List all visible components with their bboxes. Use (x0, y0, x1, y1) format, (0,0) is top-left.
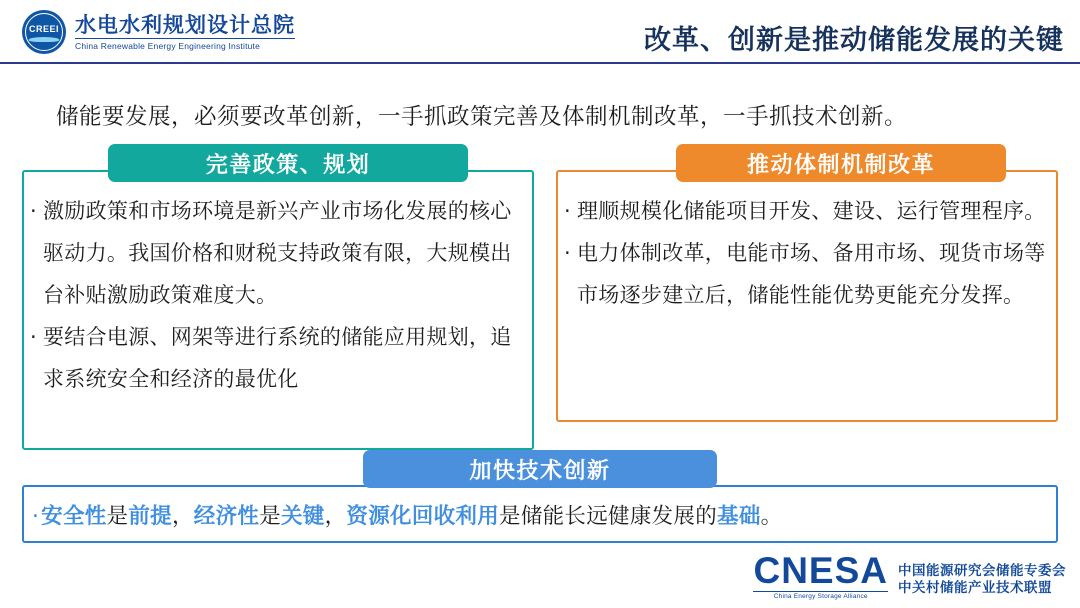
cnesa-logo-wordmark (753, 552, 888, 600)
cnesa-brand-cn-line2: 中关村储能产业技术联盟 (898, 580, 1052, 596)
bullet-dot-icon: · (30, 199, 37, 223)
panel-system-reform-bullets (564, 190, 1054, 316)
creei-logo-icon (22, 10, 66, 54)
list-item (30, 190, 530, 316)
list-item-text: 要结合电源、网架等进行系统的储能应用规划，追求系统安全和经济的最优化 (43, 325, 512, 391)
header-divider (0, 62, 1080, 64)
lead-sentence: 储能要发展，必须要改革创新，一手抓政策完善及体制机制改革，一手抓技术创新。 (56, 104, 908, 130)
panel-system-reform-heading: 推动体制机制改革 (676, 144, 1006, 182)
cnesa-brand-sub: China Energy Storage Alliance (753, 591, 888, 600)
plain-text: 是 (259, 504, 281, 529)
highlighted-term: 前提 (128, 504, 172, 529)
plain-text: 是 (106, 504, 129, 529)
highlighted-term: 基础 (717, 504, 761, 529)
panel-policy-planning-bullets (30, 190, 530, 400)
list-item (564, 232, 1054, 316)
page-title: 改革、创新是推动储能发展的关键 (644, 25, 1064, 56)
list-item-text: 电力体制改革，电能市场、备用市场、现货市场等市场逐步建立后，储能性能优势更能充分发挥。 (577, 241, 1046, 307)
logo-name-en: China Renewable Energy Engineering Institute (75, 38, 295, 52)
plain-text: 是储能长远健康发展的 (499, 504, 718, 529)
logo-wave-decoration (29, 37, 59, 42)
logo-mark-text: CREEI (28, 24, 59, 34)
logo-name-cn: 水电水利规划设计总院 (75, 12, 295, 37)
list-item (30, 316, 530, 400)
bullet-dot-icon: · (32, 504, 40, 529)
cnesa-logo (753, 552, 1066, 600)
logo-text-block (75, 13, 295, 52)
highlighted-term: 安全性 (41, 504, 107, 529)
bullet-dot-icon: · (564, 199, 571, 223)
list-item-text: 理顺规模化储能项目开发、建设、运行管理程序。 (577, 199, 1046, 223)
plain-text: 。 (760, 504, 783, 529)
panel-tech-innovation-text (32, 499, 1048, 530)
plain-text: ， (324, 504, 347, 529)
highlighted-term: 关键 (281, 504, 325, 529)
plain-text: ， (171, 504, 194, 529)
cnesa-brand-cn-line1: 中国能源研究会储能专委会 (898, 563, 1066, 579)
cnesa-brand-cn (898, 563, 1066, 597)
slide-header (0, 0, 1080, 62)
cnesa-brand-word: CNESA (753, 550, 888, 591)
panel-policy-planning-heading: 完善政策、规划 (108, 144, 468, 182)
highlighted-term: 资源化回收利用 (346, 504, 500, 529)
creei-logo (22, 10, 295, 54)
list-item (564, 190, 1054, 232)
list-item-text: 激励政策和市场环境是新兴产业市场化发展的核心驱动力。我国价格和财税支持政策有限，大规模出台补贴激励政策难度大。 (43, 199, 512, 307)
bullet-dot-icon: · (30, 325, 37, 349)
highlighted-term: 经济性 (193, 504, 260, 529)
panel-tech-innovation-segments (41, 504, 782, 529)
bullet-dot-icon: · (564, 241, 571, 265)
panel-tech-innovation-heading: 加快技术创新 (363, 450, 717, 488)
